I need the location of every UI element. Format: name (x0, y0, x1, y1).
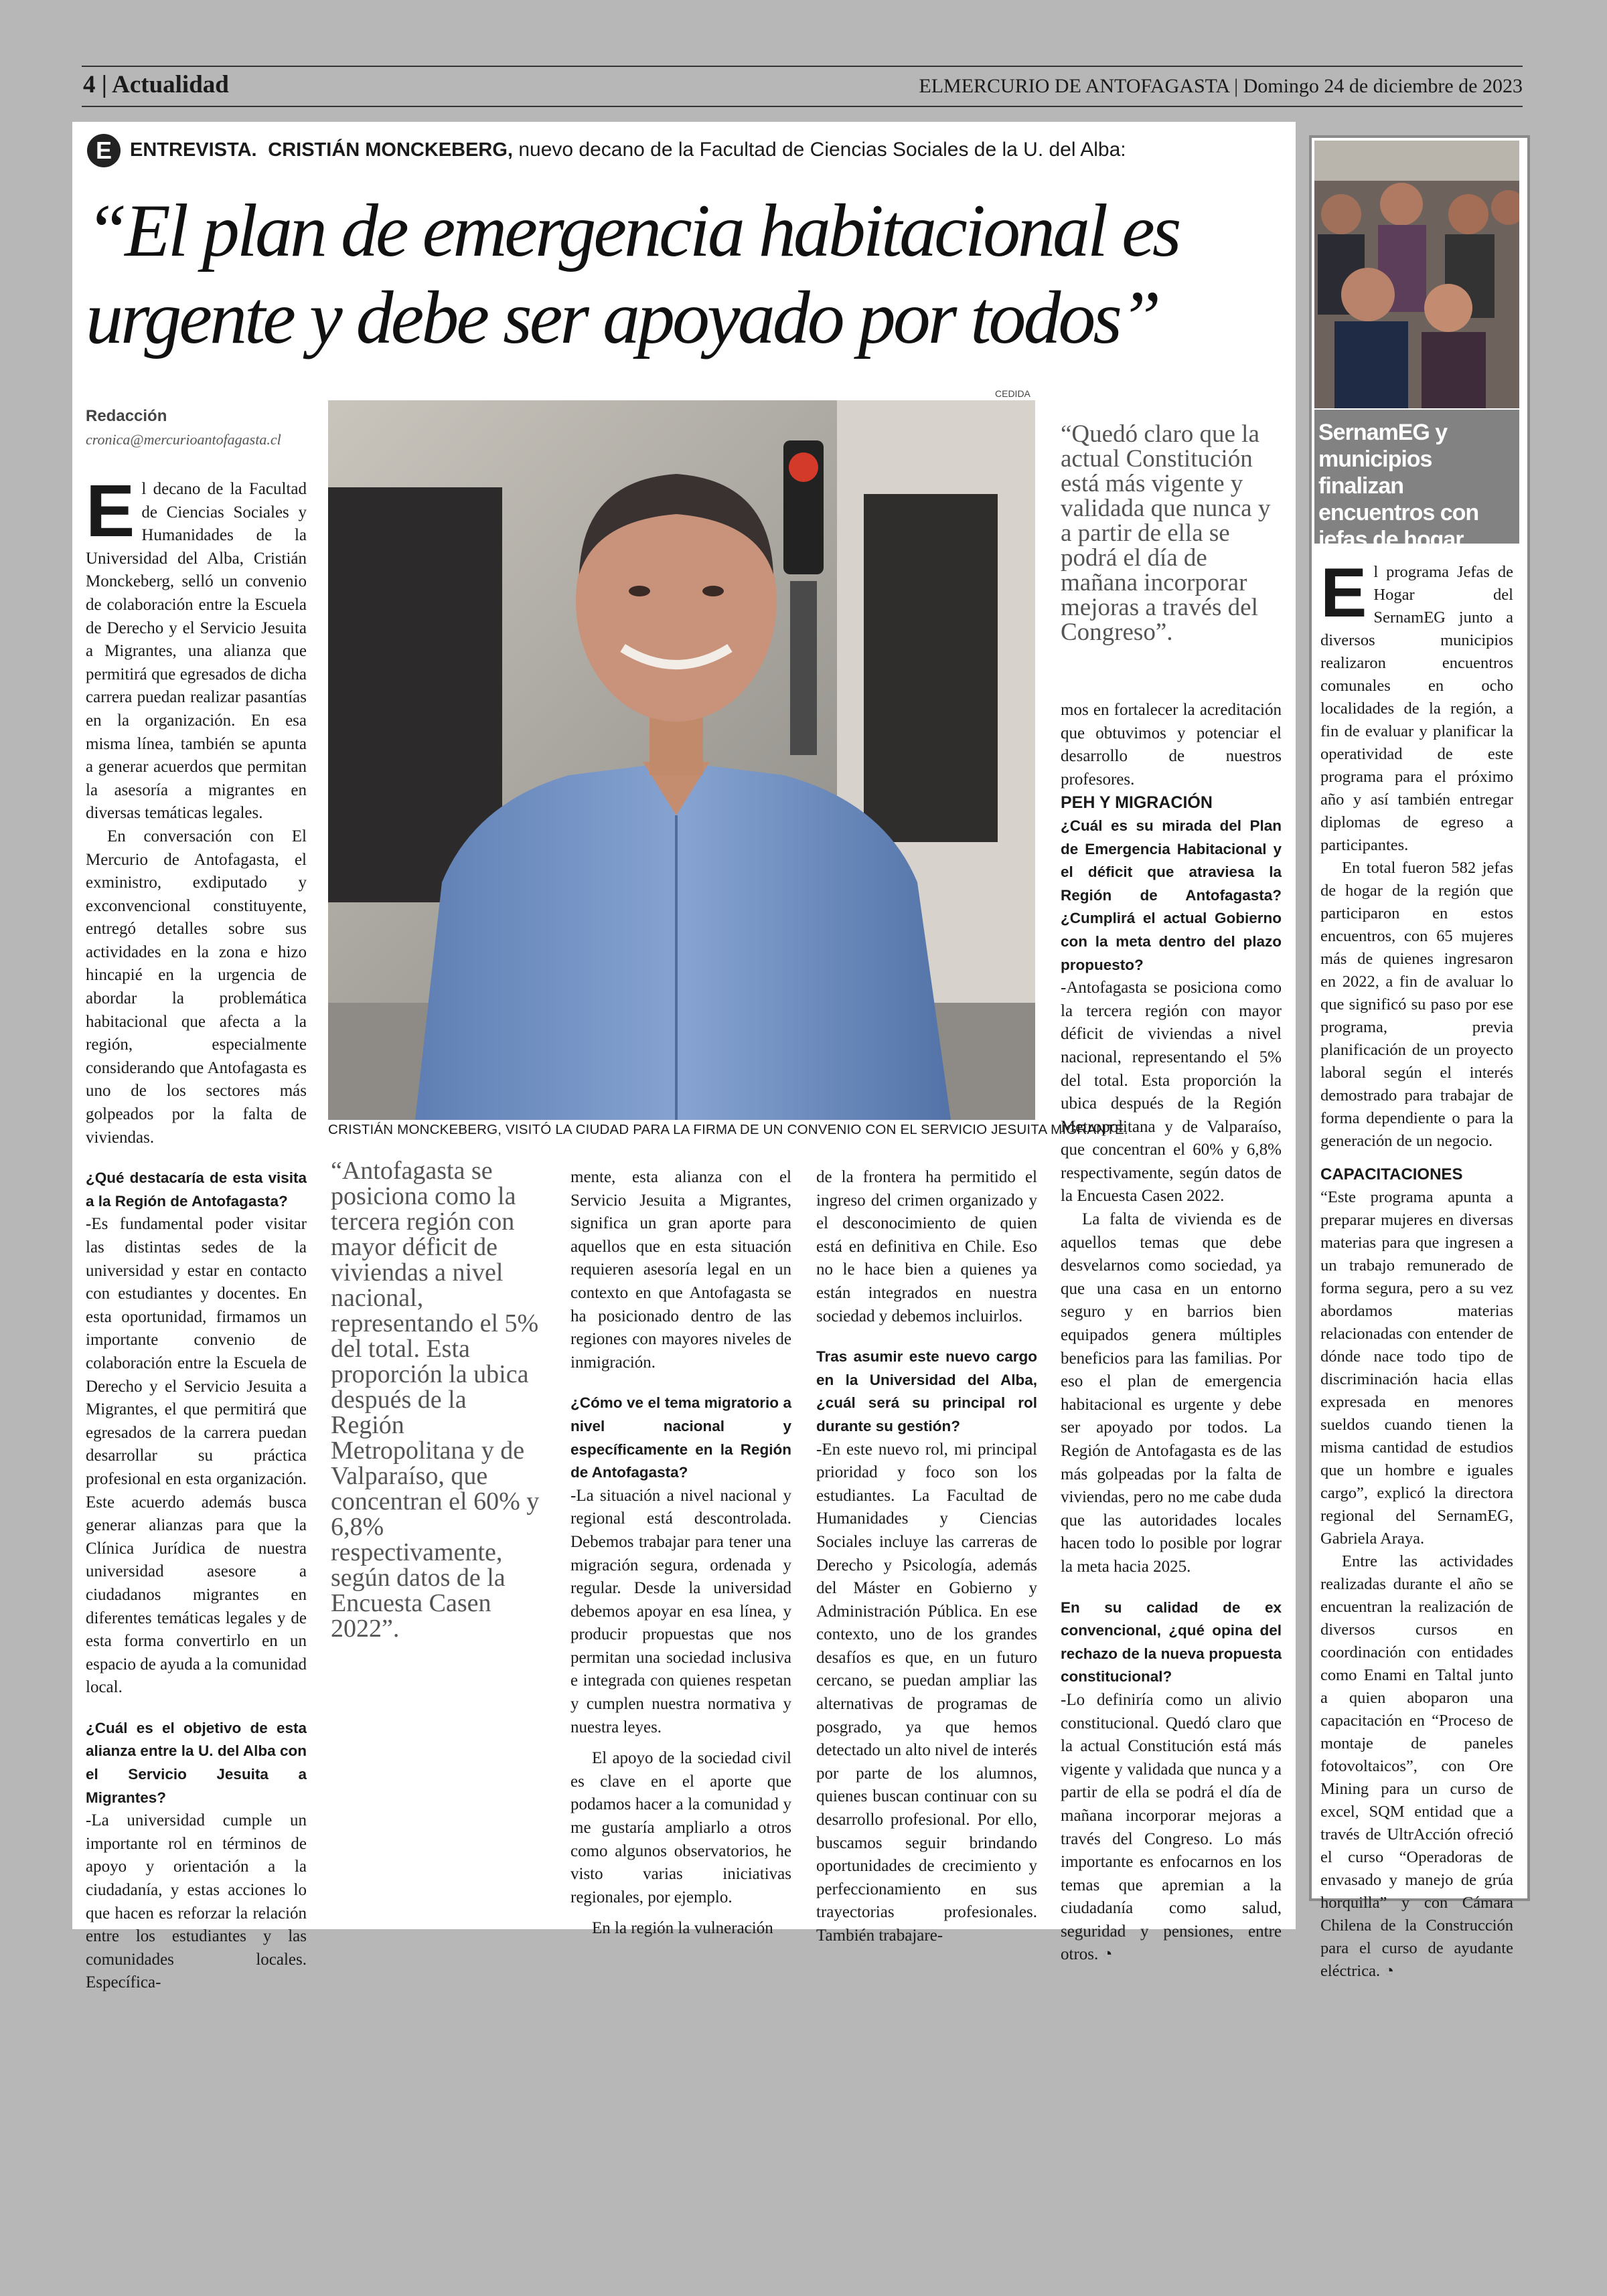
question: ¿Cuál es su mirada del Plan de Emergencia Habitacional y el déficit que atraviesa la Región de Antofagasta? ¿Cumplirá el actual Gobierno con la meta dentro del plazo propuesto? (1061, 817, 1282, 973)
lead-paragraph: l programa Jefas de Hogar del SernamEG junto a diversos municipios realizaron encuentros comunales en ocho localidades de la región, a fin de evaluar y planificar la operatividad de este programa para el próximo año y así también entregar diplomas de egreso a participantes. (1320, 563, 1513, 854)
masthead-divider-icon: | (1234, 75, 1243, 97)
byline-author: Redacción (86, 407, 167, 425)
pull-quote: “Quedó claro que la actual Constitución está más vigente y validada que nunca y a partir de ella se podrá el día de mañana incorporar mejoras a través del Congreso”. (1061, 420, 1271, 646)
header-rule-top (82, 66, 1523, 67)
article-column-4 (816, 1166, 1037, 1948)
paragraph: Entre las actividades realizadas durante el año se encuentran la realización de diversos cursos en coordinación con entidades como Enami en Taltal junto a quien aboparon una capacitación en “Proceso de montaje de paneles fotovoltaicos”, con Ore Mining para un curso de excel, SQM entidad que a través de UltrAcción ofreció el curso “Operadoras de envasado y manejo de grúa horquilla” y con Cámara Chilena de la Construcción para el curso de ayudante eléctrica. (1320, 1552, 1513, 1980)
byline-email[interactable]: cronica@mercurioantofagasta.cl (86, 431, 281, 448)
headline-line-2: urgente y debe ser apoyado por todos” (86, 276, 1159, 359)
paragraph: La falta de vivienda es de aquellos temas que debe desvelarnos como sociedad, ya que una casa en un entorno seguro y en barrios bien equipados genera múltiples beneficios para las familias. Por eso el plan de emergencia habitacional es urgente y debe ser apoyado por todos. La Región de Antofagasta es de las más golpeadas por la falta de viviendas, pero no me cabe duda que las autoridades locales hacen todo lo posible por lograr la meta hacia 2025. (1061, 1210, 1282, 1576)
end-mark-icon: ◔ (1384, 1962, 1395, 1980)
dropcap: E (1320, 554, 1367, 632)
masthead-name: ELMERCURIO DE ANTOFAGASTA (919, 75, 1229, 97)
answer: -En este nuevo rol, mi principal prioridad y foco son los estudiantes. La Facultad de Humanidades y Ciencias Sociales incluye las carreras de Derecho y Psicología, además del Máster en Gobierno y Administración Pública. En ese contexto, uno de los grandes desafíos es que, en un futuro cercano, se puedan ampliar las alternativas de programas de posgrado, ya que hemos detectado un alto nivel de interés por parte de los alumnos, quienes buscan continuar con su desarrollo profesional. Por ello, buscamos seguir brindando oportunidades de crecimiento y perfeccionamiento en sus trayectorias profesionales. También trabajare- (816, 1440, 1037, 1945)
section-divider-icon: | (101, 71, 112, 98)
byline (86, 404, 313, 451)
section-name: Actualidad (112, 71, 229, 98)
headline (86, 187, 1291, 361)
answer: -Antofagasta se posiciona como la tercera región con mayor déficit de viviendas a nivel nacional, representando el 5% del total. Esta proporción la ubica después de la Región Metropolitana y de Valparaíso, que concentran el 60% y 6,8% respectivamente, según datos de la Encuesta Casen 2022. (1061, 979, 1282, 1206)
entrevista-badge-icon: E (87, 134, 121, 167)
answer: -La universidad cumple un importante rol en términos de apoyo y orientación a la ciudadanía, y estas acciones lo que hacen es reforzar la relación entre los estudiantes y las comunidades locales. Específica- (86, 1811, 307, 1992)
article-column-3 (570, 1166, 791, 1941)
kicker-name: CRISTIÁN MONCKEBERG, (268, 139, 513, 161)
paragraph: El apoyo de la sociedad civil es clave en el aporte que podamos hacer a la comunidad y me gustaría ampliarlo a otros como algunos observatorios, he visto varias iniciativas regionales, por ejemplo. (570, 1749, 791, 1906)
pull-quote: “Antofagasta se posiciona como la tercera región con mayor déficit de viviendas a nivel nacional, representando el 5% del total. Esta proporción la ubica después de la Región Metropolitana y de Valparaíso, que concentran el 60% y 6,8% respectivamente, según datos de la Encuesta Casen 2022”. (331, 1157, 540, 1643)
article-kicker (87, 133, 1126, 167)
end-mark-icon: ◔ (1102, 1945, 1113, 1964)
paragraph: En la región la vulneración (592, 1919, 773, 1938)
headline-line-1: “El plan de emergencia habitacional es (86, 189, 1179, 272)
question: ¿Cuál es el objetivo de esta alianza entre la U. del Alba con el Servicio Jesuita a Migrantes? (86, 1719, 307, 1806)
sidebar-photo (1314, 141, 1519, 408)
answer: mos en fortalecer la acreditación que obtuvimos y potenciar el desarrollo de nuestros profesores. (1061, 701, 1282, 789)
photo-caption: CRISTIÁN MONCKEBERG, VISITÓ LA CIUDAD PARA LA FIRMA DE UN CONVENIO CON EL SERVICIO JESUITA MIGRANTE. (328, 1122, 1128, 1137)
subhead: CAPACITACIONES (1320, 1165, 1463, 1183)
lead-paragraph: l decano de la Facultad de Ciencias Sociales y Humanidades de la Universidad del Alba, Cristián Monckeberg, selló un convenio de colaboración entre la Escuela de Derecho y el Servicio Jesuita a Migrantes, una alianza que permitirá que egresados de dicha carrera puedan realizar pasantías en la organización. En esa misma línea, también se apunta a generar acuerdos que permitan la asesoría a migrantes en diversas temáticas legales. (86, 480, 307, 823)
portrait-illustration (328, 400, 1035, 1120)
sidebar-article (1320, 554, 1513, 1983)
answer: mente, esta alianza con el Servicio Jesuita a Migrantes, significa un gran aporte para aquellos que en esta situación requieren asesoría legal en un contexto en que Antofagasta se ha posicionado dentro de las regiones con mayores niveles de inmigración. (570, 1168, 791, 1372)
subhead: PEH Y MIGRACIÓN (1061, 793, 1213, 813)
paragraph: En total fueron 582 jefas de hogar de la región que participaron en estos encuentros, con 65 mujeres más de quienes ingresaron en 2022, a fin de avaluar lo que significó su paso por ese programa, previa planificación de un proyecto laboral según el interés demostrado para trabajar de forma dependiente o para la generación de un negocio. (1320, 859, 1513, 1150)
answer: -La situación a nivel nacional y regional está descontrolada. Debemos trabajar para tener una migración segura, ordenada y regular. Desde la universidad debemos apoyar en esa línea, y producir propuestas que nos permitan una sociedad inclusiva e integrada con quienes respetan y cumplen nuestra normativa y nuestra leyes. (570, 1486, 791, 1736)
article-column-5 (1061, 699, 1282, 1967)
question: En su calidad de ex convencional, ¿qué opina del rechazo de la nueva propuesta constitucional? (1061, 1598, 1282, 1686)
masthead-date: Domingo 24 de diciembre de 2023 (1243, 75, 1523, 97)
crowd-illustration (1314, 141, 1519, 408)
kicker-rest: nuevo decano de la Facultad de Ciencias Sociales de la U. del Alba: (518, 139, 1126, 161)
answer: de la frontera ha permitido el ingreso del crimen organizado y el desconocimiento de quien está en definitiva en Chile. Eso no le hace bien a quienes ya están integrados en nuestra sociedad y debemos incluirlos. (816, 1168, 1037, 1325)
portrait-photo (328, 400, 1035, 1120)
section-label (83, 66, 229, 104)
question: ¿Cómo ve el tema migratorio a nivel nacional y específicamente en la Región de Antofagasta? (570, 1394, 791, 1481)
dropcap: E (86, 470, 135, 552)
paragraph: En conversación con El Mercurio de Antofagasta, el exministro, exdiputado y exconvencional constituyente, entregó detalles sobre sus actividades en la zona e hizo hincapié en la urgencia de abordar la problemática habitacional que afecta a la región, especialmente considerando que Antofagasta es uno de los sectores más golpeados por la falta de viviendas. (86, 827, 307, 1147)
kicker-label: ENTREVISTA. (130, 139, 257, 161)
paragraph: “Este programa apunta a preparar mujeres en diversas materias para que ingresen a un trabajo remunerado de forma segura, pero a su vez abordamos materias relacionadas con entender de dónde nace todo tipo de discriminación hacia ellas expresada en menores sueldos cuando tienen la misma cantidad de estudios que un hombre e iguales cargo”, explicó la directora regional del SernamEG, Gabriela Araya. (1320, 1188, 1513, 1548)
header-rule-bottom (82, 106, 1523, 107)
answer: -Lo definiría como un alivio constitucional. Quedó claro que la actual Constitución está más vigente y validada que nunca y a partir de ella se podrá el día de mañana incorporar mejoras a través del Congreso. Lo más importante es enfocarnos en los temas que apremian a la ciudadanía como salud, seguridad y pensiones, entre otros. (1061, 1690, 1282, 1964)
page-number: 4 (83, 71, 96, 98)
article-column-1 (86, 470, 307, 1995)
question: Tras asumir este nuevo cargo en la Universidad del Alba, ¿cuál será su principal rol durante su gestión? (816, 1348, 1037, 1434)
answer: -Es fundamental poder visitar las distintas sedes de la universidad y estar en contacto con estudiantes y docentes. En esta oportunidad, firmamos un importante convenio de colaboración entre la Escuela de Derecho y el Servicio Jesuita a Migrantes, el que permitirá que egresados de la carrera puedan desarrollar su práctica profesional en esta organización. Este acuerdo además busca generar alianzas para que la Clínica Jurídica de nuestra universidad asesore a ciudadanos migrantes en diferentes temáticas legales y de esta forma convertirlo en un espacio de ayuda a la comunidad local. (86, 1215, 307, 1697)
question: ¿Qué destacaría de esta visita a la Región de Antofagasta? (86, 1169, 307, 1210)
photo-credit: CEDIDA (995, 388, 1030, 399)
masthead (919, 71, 1523, 102)
sidebar-title: SernamEG y municipios finalizan encuentros con jefas de hogar (1314, 410, 1519, 544)
